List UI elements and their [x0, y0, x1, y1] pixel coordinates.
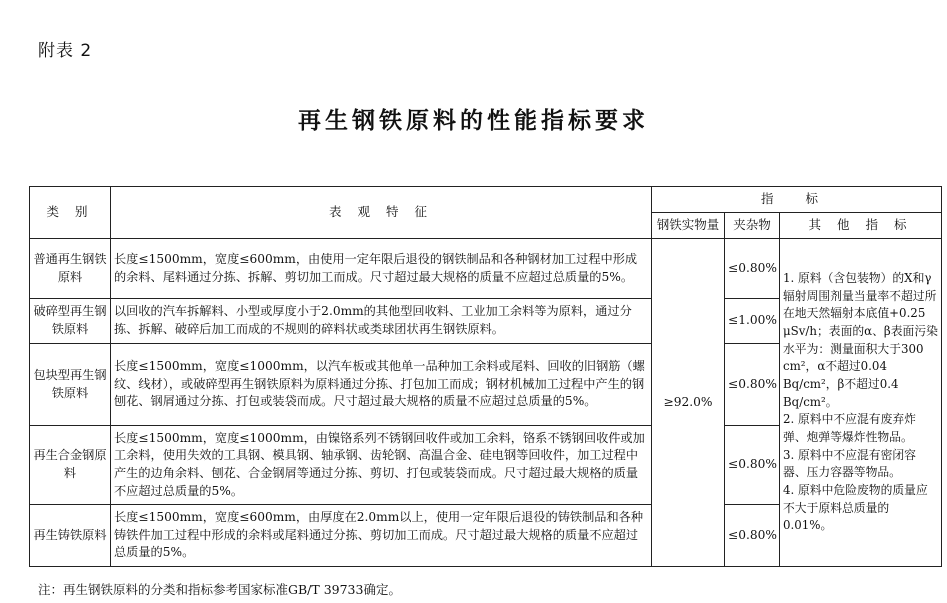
row-description: 长度≤1500mm，宽度≤1000mm，由镍铬系列不锈钢回收件或加工余料，铬系不锈钢回收件或加工余料，使用失效的工具钢、模具钢、轴承钢、齿轮钢、高温合金、硅电钢等回收件，加工过程中产生的边角余料、刨花、合金钢屑等通过分拣、剪切、打包或装袋而成。尺寸超过最大规格的质量不应超过总质量的5%。	[111, 426, 652, 505]
row-impurity: ≤0.80%	[725, 344, 780, 426]
steel-content-value: ≥92.0%	[652, 239, 725, 567]
page-title: 再生钢铁原料的性能指标要求	[298, 108, 649, 134]
other-indicator-item: 4. 原料中危险废物的质量应不大于原料总质量的0.01%。	[783, 483, 928, 533]
row-category: 破碎型再生钢铁原料	[30, 299, 111, 344]
row-description: 以回收的汽车拆解料、小型或厚度小于2.0mm的其他型回收料、工业加工余料等为原料，通过分拣、拆解、破碎后加工而成的不规则的碎料状或类球团状再生钢铁原料。	[111, 299, 652, 344]
row-description: 长度≤1500mm，宽度≤1000mm，以汽车板或其他单一品种加工余料或尾料、回收的旧钢筋（螺纹、线材），或破碎型再生钢铁原料为原料通过分拣、打包加工而成；钢材机械加工过程中产生的钢刨花、钢屑通过分拣、打包或装袋而成。尺寸超过最大规格的质量不应超过总质量的5%。	[111, 344, 652, 426]
row-category: 普通再生钢铁原料	[30, 239, 111, 299]
header-category: 类 别	[30, 187, 111, 239]
other-indicators	[780, 239, 942, 567]
other-indicator-item: 2. 原料中不应混有废弃炸弹、炮弹等爆炸性物品。	[783, 412, 916, 445]
footnote: 注：再生钢铁原料的分类和指标参考国家标准GB/T 39733确定。	[38, 582, 401, 597]
row-description: 长度≤1500mm，宽度≤600mm，由厚度在2.0mm以上，使用一定年限后退役的铸铁制品和各种铸铁件加工过程中形成的余料或尾料通过分拣、剪切加工而成。尺寸超过最大规格的质量不应超过总质量的5%。	[111, 505, 652, 567]
row-category: 再生合金钢原料	[30, 426, 111, 505]
indicator-table	[29, 186, 942, 567]
header-row-1	[30, 187, 942, 213]
appendix-label: 附表 2	[38, 41, 93, 61]
row-impurity: ≤0.80%	[725, 239, 780, 299]
header-appearance: 表 观 特 征	[111, 187, 652, 239]
header-steel-content: 钢铁实物量	[652, 213, 725, 239]
header-other: 其 他 指 标	[780, 213, 942, 239]
row-impurity: ≤1.00%	[725, 299, 780, 344]
row-category: 再生铸铁原料	[30, 505, 111, 567]
header-indicators: 指 标	[652, 187, 942, 213]
row-category: 包块型再生钢铁原料	[30, 344, 111, 426]
row-impurity: ≤0.80%	[725, 426, 780, 505]
other-indicator-item: 3. 原料中不应混有密闭容器、压力容器等物品。	[783, 447, 916, 480]
table-row	[30, 239, 942, 299]
other-indicator-item: 1. 原料（含包装物）的X和γ辐射周围剂量当量率不超过所在地天然辐射本底值+0.25 μSv/h；表面的α、β表面污染水平为：测量面积大于300 cm²，α不超过0.04 Bq/cm²，β不超过0.4 Bq/cm²。	[783, 270, 938, 409]
header-impurity: 夹杂物	[725, 213, 780, 239]
row-description: 长度≤1500mm，宽度≤600mm，由使用一定年限后退役的钢铁制品和各种钢材加工过程中形成的余料、尾料通过分拣、拆解、剪切加工而成。尺寸超过最大规格的质量不应超过总质量的5%。	[111, 239, 652, 299]
row-impurity: ≤0.80%	[725, 505, 780, 567]
